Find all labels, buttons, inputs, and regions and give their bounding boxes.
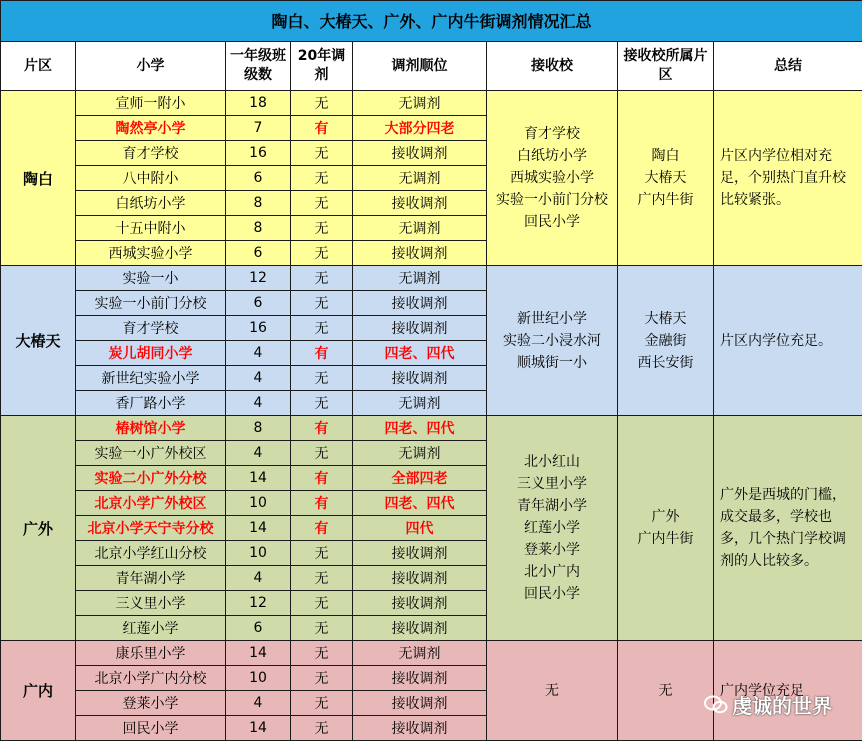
classes-cell: 14 [226,641,291,666]
watermark [704,690,832,719]
classes-cell: 12 [226,266,291,291]
classes-cell: 4 [226,691,291,716]
adjusted-cell: 无 [291,166,353,191]
school-cell: 康乐里小学 [76,641,226,666]
receiving-school: 白纸坊小学 [517,148,587,164]
classes-cell: 4 [226,391,291,416]
adjusted-cell: 无 [291,691,353,716]
adjusted-cell: 有 [291,416,353,441]
watermark-text: 虔诚的世界 [732,694,832,718]
school-cell: 实验一小 [76,266,226,291]
receiving-schools-cell [487,266,618,416]
header-receiving: 接收校 [487,42,618,91]
order-cell: 接收调剂 [353,541,487,566]
table-row [1,416,862,441]
summary-cell: 片区内学位相对充足，个别热门直升校比较紧张。 [714,91,862,266]
classes-cell: 6 [226,241,291,266]
school-cell: 白纸坊小学 [76,191,226,216]
classes-cell: 4 [226,341,291,366]
adjusted-cell: 有 [291,491,353,516]
order-cell: 接收调剂 [353,191,487,216]
adjusted-cell: 无 [291,191,353,216]
receiving-school: 北小广内 [524,564,580,580]
order-cell: 接收调剂 [353,316,487,341]
adjusted-cell: 无 [291,216,353,241]
receiving-district: 陶白 [651,148,680,164]
order-cell: 四老、四代 [353,341,487,366]
order-cell: 四老、四代 [353,491,487,516]
receiving-school: 西城实验小学 [510,170,594,186]
table-row [1,641,862,666]
order-cell: 接收调剂 [353,591,487,616]
school-cell: 炭儿胡同小学 [76,341,226,366]
adjusted-cell: 无 [291,366,353,391]
receiving-school: 顺城街一小 [517,354,587,371]
classes-cell: 12 [226,591,291,616]
classes-cell: 14 [226,516,291,541]
classes-cell: 7 [226,116,291,141]
classes-cell: 8 [226,191,291,216]
receiving-district-cell [618,91,714,266]
receiving-schools-cell [487,91,618,266]
order-cell: 大部分四老 [353,116,487,141]
receiving-schools-cell [487,641,618,741]
district-cell: 广内 [1,641,76,741]
adjusted-cell: 有 [291,516,353,541]
order-cell: 接收调剂 [353,616,487,641]
receiving-district: 广内牛街 [637,531,694,547]
school-cell: 实验一小前门分校 [76,291,226,316]
classes-cell: 8 [226,416,291,441]
order-cell: 接收调剂 [353,241,487,266]
order-cell: 无调剂 [353,216,487,241]
table-title: 陶白、大椿天、广外、广内牛街调剂情况汇总 [1,1,862,42]
school-cell: 登莱小学 [76,691,226,716]
order-cell: 接收调剂 [353,666,487,691]
classes-cell: 8 [226,216,291,241]
district-cell: 陶白 [1,91,76,266]
receiving-district-cell [618,266,714,416]
school-cell: 香厂路小学 [76,391,226,416]
receiving-school: 无 [545,682,559,699]
receiving-district: 广外 [651,509,680,525]
school-cell: 北京小学红山分校 [76,541,226,566]
school-cell: 回民小学 [76,716,226,741]
summary-cell: 广外是西城的门槛，成交最多，学校也多，几个热门学校调剂的人比较多。 [714,416,862,641]
order-cell: 无调剂 [353,441,487,466]
school-cell: 椿树馆小学 [76,416,226,441]
classes-cell: 4 [226,566,291,591]
receiving-school: 青年湖小学 [517,498,587,514]
receiving-school: 红莲小学 [524,520,580,536]
classes-cell: 6 [226,166,291,191]
header-order: 调剂顺位 [353,42,487,91]
school-cell: 北京小学广外校区 [76,491,226,516]
adjusted-cell: 无 [291,591,353,616]
receiving-district: 无 [658,682,673,699]
classes-cell: 16 [226,141,291,166]
school-cell: 新世纪实验小学 [76,366,226,391]
order-cell: 四代 [353,516,487,541]
school-cell: 育才学校 [76,316,226,341]
order-cell: 无调剂 [353,266,487,291]
adjusted-cell: 无 [291,291,353,316]
receiving-district: 广内牛街 [637,192,694,208]
classes-cell: 6 [226,616,291,641]
adjusted-cell: 无 [291,641,353,666]
school-cell: 育才学校 [76,141,226,166]
receiving-school: 登莱小学 [524,542,580,558]
order-cell: 无调剂 [353,91,487,116]
header-receiving-district: 接收校所属片区 [618,42,714,91]
order-cell: 接收调剂 [353,366,487,391]
adjusted-cell: 无 [291,541,353,566]
adjusted-cell: 无 [291,441,353,466]
receiving-school: 育才学校 [524,126,580,142]
adjusted-cell: 有 [291,341,353,366]
order-cell: 接收调剂 [353,716,487,741]
receiving-school: 回民小学 [524,214,580,230]
school-cell: 实验二小广外分校 [76,466,226,491]
school-cell: 实验一小广外校区 [76,441,226,466]
receiving-school: 回民小学 [524,586,580,602]
adjusted-cell: 无 [291,566,353,591]
receiving-school: 实验一小前门分校 [496,192,608,208]
school-cell: 红莲小学 [76,616,226,641]
order-cell: 接收调剂 [353,691,487,716]
school-cell: 宣师一附小 [76,91,226,116]
receiving-district: 大椿天 [644,170,687,186]
receiving-school: 北小红山 [524,454,580,470]
summary-cell: 片区内学位充足。 [714,266,862,416]
school-cell: 陶然亭小学 [76,116,226,141]
classes-cell: 14 [226,466,291,491]
receiving-district: 西长安街 [637,354,694,371]
district-cell: 广外 [1,416,76,641]
order-cell: 无调剂 [353,391,487,416]
header-summary: 总结 [714,42,862,91]
school-cell: 十五中附小 [76,216,226,241]
classes-cell: 10 [226,541,291,566]
classes-cell: 10 [226,491,291,516]
receiving-district-cell [618,416,714,641]
adjusted-cell: 无 [291,266,353,291]
header-adjusted: 20年调剂 [291,42,353,91]
receiving-school: 三义里小学 [517,476,587,492]
header-district: 片区 [1,42,76,91]
receiving-school: 新世纪小学 [517,310,587,327]
district-cell: 大椿天 [1,266,76,416]
adjusted-cell: 无 [291,316,353,341]
order-cell: 接收调剂 [353,141,487,166]
adjusted-cell: 无 [291,391,353,416]
receiving-district: 金融街 [644,332,687,349]
header-school: 小学 [76,42,226,91]
school-cell: 三义里小学 [76,591,226,616]
adjusted-cell: 无 [291,141,353,166]
school-cell: 北京小学天宁寺分校 [76,516,226,541]
school-cell: 八中附小 [76,166,226,191]
classes-cell: 16 [226,316,291,341]
classes-cell: 4 [226,441,291,466]
header-row [1,42,862,91]
receiving-schools-cell [487,416,618,641]
classes-cell: 6 [226,291,291,316]
classes-cell: 4 [226,366,291,391]
adjusted-cell: 无 [291,91,353,116]
adjusted-cell: 有 [291,466,353,491]
order-cell: 四老、四代 [353,416,487,441]
receiving-school: 实验二小浸水河 [503,332,601,349]
adjusted-cell: 无 [291,241,353,266]
order-cell: 接收调剂 [353,566,487,591]
order-cell: 接收调剂 [353,291,487,316]
order-cell: 全部四老 [353,466,487,491]
classes-cell: 14 [226,716,291,741]
header-classes: 一年级班级数 [226,42,291,91]
adjusted-cell: 无 [291,616,353,641]
receiving-district-cell [618,641,714,741]
adjusted-cell: 有 [291,116,353,141]
school-cell: 北京小学广内分校 [76,666,226,691]
order-cell: 无调剂 [353,166,487,191]
order-cell: 无调剂 [353,641,487,666]
adjusted-cell: 无 [291,716,353,741]
classes-cell: 18 [226,91,291,116]
school-cell: 青年湖小学 [76,566,226,591]
receiving-district: 大椿天 [644,310,687,327]
adjusted-cell: 无 [291,666,353,691]
classes-cell: 10 [226,666,291,691]
table-row [1,91,862,116]
wechat-icon [704,695,728,715]
table-row [1,266,862,291]
school-cell: 西城实验小学 [76,241,226,266]
summary-cell: 广内学位充足 [714,641,862,741]
